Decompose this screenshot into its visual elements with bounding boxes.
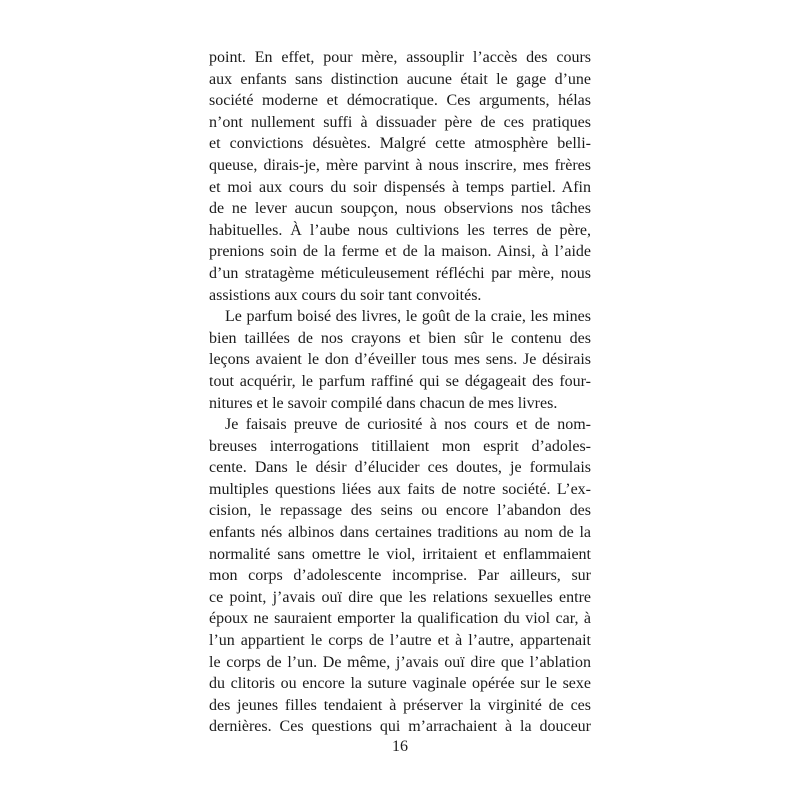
text-line: d’un stratagème méticuleusement réfléchi par mère, nous — [209, 264, 591, 282]
text-line: ce point, j’avais ouï dire que les relations sexuelles entre — [209, 588, 591, 606]
text-line: et convictions désuètes. Malgré cette atmosphère belli- — [209, 135, 591, 153]
paragraph — [209, 414, 591, 738]
text-line: du clitoris ou encore la suture vaginale opérée sur le sexe — [209, 675, 591, 693]
text-line: cision, le repassage des seins ou encore l’abandon des — [209, 502, 591, 520]
text-line: queuse, dirais-je, mère parvint à nous inscrire, mes frères — [209, 156, 591, 174]
page-number: 16 — [392, 738, 408, 755]
paragraph — [209, 47, 591, 306]
text-line: cente. Dans le désir d’élucider ces doutes, je formulais — [209, 459, 591, 477]
text-line: tout acquérir, le parfum raffiné qui se dégageait des four- — [209, 372, 591, 390]
text-line: prenions soin de la ferme et de la maison. Ainsi, à l’aide — [209, 243, 591, 261]
text-line: n’ont nullement suffi à dissuader père de ces pratiques — [209, 113, 591, 131]
body-text — [209, 47, 591, 738]
paragraphs-container — [209, 47, 591, 738]
text-line: mon corps d’adolescente incomprise. Par ailleurs, sur — [209, 567, 591, 585]
text-line: bien taillées de nos crayons et bien sûr le contenu des — [209, 329, 591, 347]
text-line: de ne lever aucun soupçon, nous observions nos tâches — [209, 200, 591, 218]
text-line: société moderne et démocratique. Ces arguments, hélas — [209, 92, 591, 110]
text-line: aux enfants sans distinction aucune était le gage d’une — [209, 70, 591, 88]
text-line: nitures et le savoir compilé dans chacun de mes livres. — [209, 394, 558, 412]
text-line: habituelles. À l’aube nous cultivions les terres de père, — [209, 221, 591, 239]
text-line: assistions aux cours du soir tant convoités. — [209, 286, 482, 304]
text-line: leçons avaient le don d’éveiller tous mes sens. Je désirais — [209, 351, 591, 369]
text-line: et moi aux cours du soir dispensés à temps partiel. Afin — [209, 178, 591, 196]
text-line: multiples questions liées aux faits de notre société. L’ex- — [209, 480, 591, 498]
text-line: des jeunes filles tendaient à préserver la virginité de ces — [209, 696, 591, 714]
text-line: dernières. Ces questions qui m’arrachaient à la douceur — [209, 718, 591, 736]
text-line: Je faisais preuve de curiosité à nos cours et de nom- — [225, 416, 591, 434]
text-line: normalité sans omettre le viol, irritaient et enflammaient — [209, 545, 591, 563]
text-line: Le parfum boisé des livres, le goût de la craie, les mines — [225, 308, 591, 326]
text-line: breuses interrogations titillaient mon esprit d’adoles- — [209, 437, 591, 455]
text-line: enfants nés albinos dans certaines traditions au nom de la — [209, 524, 591, 542]
text-line: point. En effet, pour mère, assouplir l’accès des cours — [209, 49, 591, 66]
text-line: époux ne sauraient emporter la qualification du viol car, à — [209, 610, 591, 628]
text-line: le corps de l’un. De même, j’avais ouï dire que l’ablation — [209, 653, 591, 671]
text-line: l’un appartient le corps de l’autre et à l’autre, appartenait — [209, 632, 591, 650]
paragraph — [209, 306, 591, 414]
